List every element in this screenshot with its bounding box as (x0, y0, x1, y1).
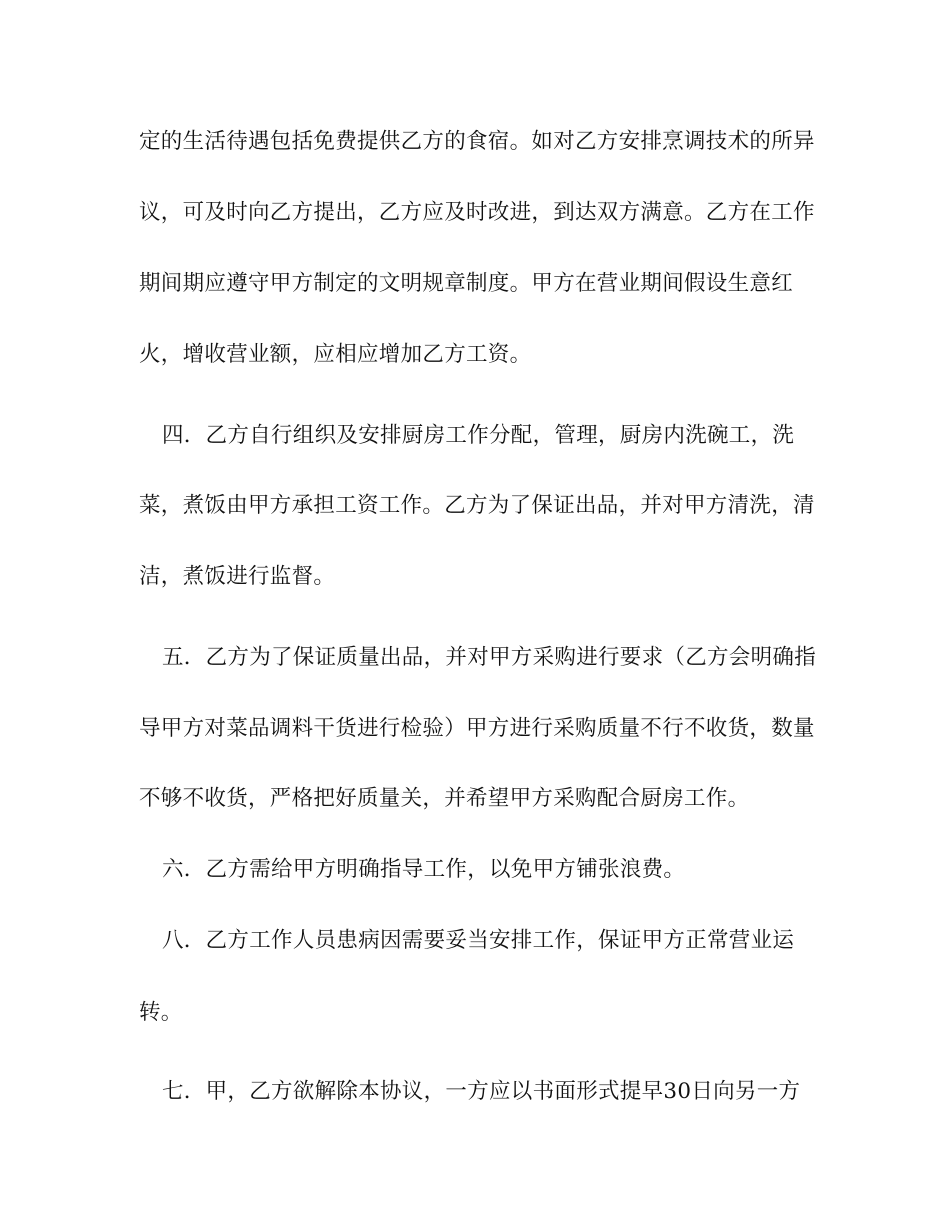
paragraph-line: 定的生活待遇包括免费提供乙方的食宿。如对乙方安排烹调技术的所异 (139, 129, 815, 154)
paragraph-line: 议，可及时向乙方提出，乙方应及时改进，到达双方满意。乙方在工作 (139, 200, 815, 225)
paragraph-line: 四．乙方自行组织及安排厨房工作分配，管理，厨房内洗碗工，洗 (162, 423, 795, 448)
paragraph-line: 六．乙方需给甲方明确指导工作，以免甲方铺张浪费。 (162, 857, 686, 882)
paragraph-line: 五．乙方为了保证质量出品，并对甲方采购进行要求（乙方会明确指 (162, 645, 817, 670)
paragraph-line: 洁，煮饭进行监督。 (139, 564, 336, 589)
paragraph-line: 火，增收营业额，应相应增加乙方工资。 (139, 342, 532, 367)
paragraph-line: 菜，煮饭由甲方承担工资工作。乙方为了保证出品，并对甲方清洗，清 (139, 493, 815, 518)
paragraph-line: 期间期应遵守甲方制定的文明规章制度。甲方在营业期间假设生意红 (139, 271, 794, 296)
paragraph-line: 转。 (139, 1000, 183, 1025)
paragraph-line: 导甲方对菜品调料干货进行检验）甲方进行采购质量不行不收货，数量 (139, 716, 815, 741)
paragraph-line: 不够不收货，严格把好质量关，并希望甲方采购配合厨房工作。 (139, 786, 750, 811)
paragraph-line: 七．甲，乙方欲解除本协议，一方应以书面形式提早30日向另一方 (162, 1079, 801, 1104)
paragraph-line: 八．乙方工作人员患病因需要妥当安排工作，保证甲方正常营业运 (162, 928, 795, 953)
